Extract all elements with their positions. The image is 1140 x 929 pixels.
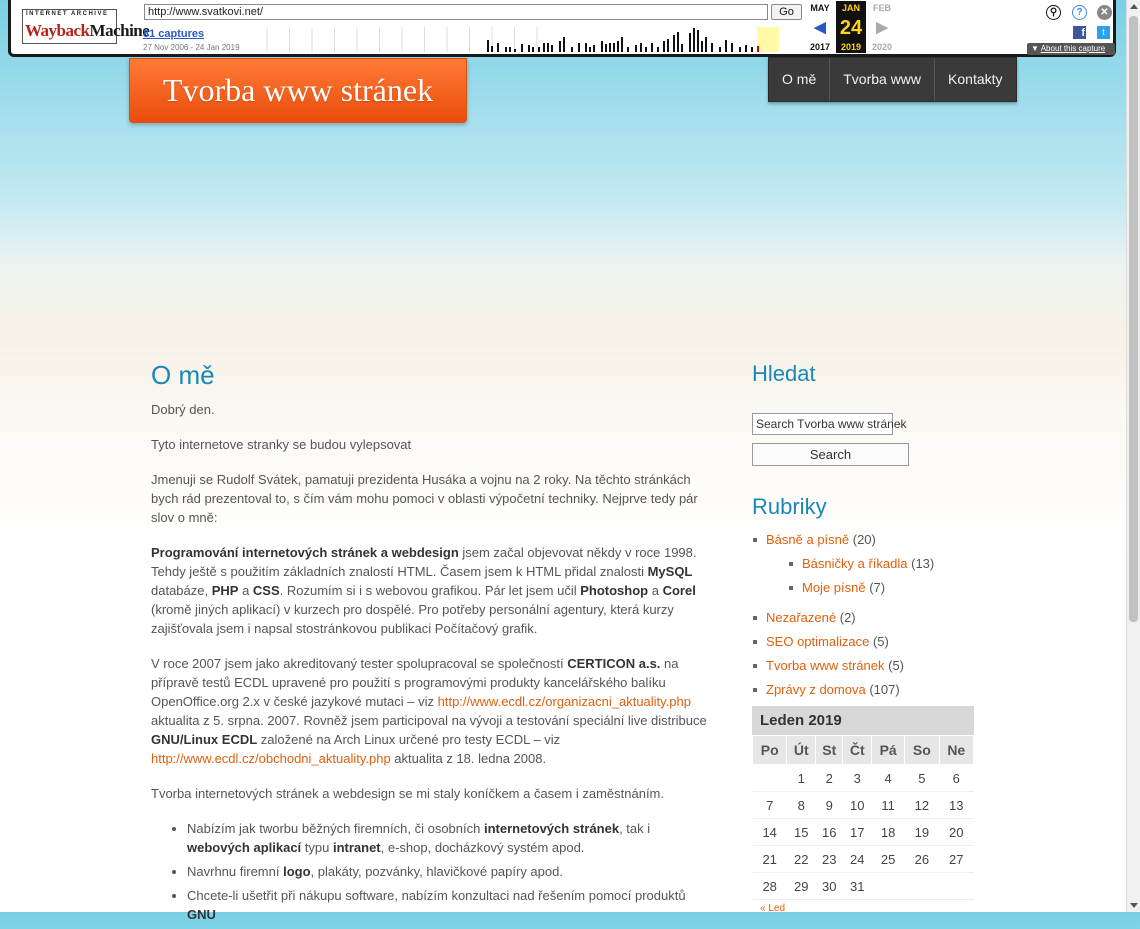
sparkline-bar (645, 47, 647, 52)
category-count: (13) (911, 556, 935, 571)
sparkline-bar (673, 35, 675, 52)
sparkline-bar (532, 47, 534, 52)
calendar (752, 706, 974, 915)
calendar-day-cell: 12 (905, 792, 939, 819)
sparkline-bar (613, 43, 615, 52)
calendar-day-header: Po (753, 736, 787, 765)
text: , plakáty, pozvánky, hlavičkové papíry apod. (310, 864, 563, 879)
wayback-prev-arrow-icon[interactable]: ◀ (814, 19, 826, 36)
wayback-logo-wordmark (25, 21, 149, 41)
sparkline-bar (571, 47, 573, 52)
paragraph-ecdl (151, 654, 711, 768)
sparkline-bar (589, 47, 591, 52)
sparkline-bar (640, 43, 642, 52)
text: aktualita z 18. ledna 2008. (390, 751, 547, 766)
calendar-day-cell: 22 (787, 846, 816, 873)
categories-heading: Rubriky (752, 494, 827, 519)
paragraph-greeting: Dobrý den. (151, 402, 215, 417)
category-item (752, 654, 992, 678)
calendar-day-cell: 4 (872, 765, 905, 792)
calendar-day-cell: 8 (787, 792, 816, 819)
category-link[interactable]: Nezařazené (766, 610, 837, 625)
calendar-day-cell: 1 (787, 765, 816, 792)
bold-text: CERTICON a.s. (567, 656, 661, 671)
text: (kromě jiných aplikací) v kurzech pro dospělé. Pro potřeby personální agentury, která kurzy zajišťovala jsem i napsal stostránkovou publikaci Počítačový grafik. (151, 602, 674, 636)
sparkline-bar (739, 47, 741, 52)
wayback-capture-range: 27 Nov 2006 - 24 Jan 2019 (143, 43, 240, 52)
text: aktualita z 5. srpna. 2007. Rovněž jsem participoval na vývoji a testování speciální live distribuce (151, 713, 707, 728)
wayback-current-day: 24 (839, 17, 863, 39)
wayback-next-year: 2020 (871, 42, 893, 52)
category-link[interactable]: Moje písně (802, 580, 866, 595)
sparkline-bar (514, 49, 516, 52)
text: Navrhnu firemní (187, 864, 284, 879)
category-item (752, 678, 992, 702)
text: Nabízím jak tworbu běžných firemních, či osobních (187, 821, 484, 836)
calendar-header-row (753, 736, 974, 765)
user-icon[interactable]: ⚲ (1046, 5, 1061, 20)
wayback-current-month: JAN (841, 3, 860, 13)
search-input[interactable]: Search Tvorba www stránek (752, 413, 893, 435)
services-list (187, 819, 711, 924)
scrollbar[interactable] (1126, 0, 1140, 912)
twitter-icon[interactable]: t (1097, 26, 1110, 39)
text: založené na Arch Linux určené pro testy ECDL – viz (257, 732, 561, 747)
sparkline-bar (751, 47, 753, 52)
sparkline-bar (701, 41, 703, 52)
sparkline-bar (593, 45, 595, 52)
bold-text: Photoshop (580, 583, 649, 598)
list-item (187, 819, 711, 857)
category-count: (107) (869, 682, 900, 697)
bold-text: logo (283, 864, 311, 879)
list-item (187, 862, 711, 881)
wayback-current-year: 2019 (840, 42, 862, 52)
sparkline-bar (601, 41, 603, 52)
sparkline-current-bar (757, 46, 759, 52)
calendar-day-cell: 16 (816, 819, 843, 846)
sparkline-bar (617, 41, 619, 52)
category-item (752, 552, 992, 576)
calendar-day-cell: 18 (872, 819, 905, 846)
wayback-toolbar (0, 0, 1124, 60)
bold-text: GNU/Linux ECDL (151, 732, 258, 747)
calendar-day-cell: 6 (939, 765, 973, 792)
wayback-captures-link[interactable]: 81 captures (143, 28, 205, 40)
list-item (187, 886, 711, 924)
category-link[interactable]: SEO optimalizace (766, 634, 870, 649)
sparkline-bar (605, 44, 607, 52)
calendar-week-row (753, 792, 974, 819)
sparkline-bar (657, 47, 659, 52)
sidebar (752, 360, 982, 697)
text: na přípravě testů ECDL upravené pro použití s programovými produkty kancelářského balíku OpenOffice.org 2.x v české jazykové mutaci – viz (151, 656, 679, 709)
calendar-day-cell: 30 (816, 873, 843, 900)
bold-text: Programování internetových stránek a webdesign (151, 545, 459, 560)
wayback-prev-month[interactable]: MAY (810, 3, 830, 13)
text: . Rozumím si i s webovou grafikou. Pár let jsem učil (279, 583, 581, 598)
sparkline-bar (681, 44, 683, 52)
category-link[interactable]: Básně a písně (766, 532, 850, 547)
calendar-day-cell: 24 (843, 846, 872, 873)
sparkline-current-year-highlight (757, 27, 779, 52)
sparkline-bar (711, 43, 713, 52)
text: jsem začal objevovat někdy v roce 1998. Tehdy ještě s použitím základních znalostí HTML. Časem jsem k HTML přidal znalosti (151, 545, 697, 579)
close-icon[interactable]: ✕ (1097, 5, 1112, 20)
sparkline-bar (745, 45, 747, 52)
calendar-table (752, 735, 974, 900)
sparkline-bar (578, 43, 580, 52)
sparkline-bar (635, 45, 637, 52)
wayback-logo-w2: Machine (89, 21, 150, 40)
category-item (752, 630, 992, 654)
calendar-day-cell (753, 765, 787, 792)
calendar-day-cell: 28 (753, 873, 787, 900)
text: , e-shop, docházkový systém apod. (380, 840, 585, 855)
sparkline-bar (689, 33, 691, 52)
bold-text: GNU (187, 907, 216, 922)
wayback-prev-year[interactable]: 2017 (809, 42, 831, 52)
paragraph-hobby: Tvorba internetových stránek a webdesign se mi staly koníčkem a časem i zaměstnáním. (151, 786, 664, 801)
wayback-next-month: FEB (873, 3, 891, 13)
main-content (151, 358, 711, 929)
calendar-day-cell: 3 (843, 765, 872, 792)
search-button[interactable]: Search (752, 443, 909, 466)
sparkline-bar (528, 45, 530, 52)
bold-text: PHP (211, 583, 239, 598)
calendar-day-cell: 20 (939, 819, 973, 846)
paragraph-intro: Jmenuji se Rudolf Svátek, pamatuji prezidenta Husáka a vojnu na 2 roky. Na těchto stránkách bych rád prezentoval to, s čím vám mohu pomoci v oblasti výpočetní techniky. Nejprve tedy pár slov o mně: (151, 472, 698, 525)
main-nav (768, 57, 1017, 102)
calendar-week-row (753, 873, 974, 900)
sparkline-bar (491, 46, 493, 52)
sparkline-bar (538, 47, 540, 52)
calendar-day-cell: 26 (905, 846, 939, 873)
calendar-day-cell: 5 (905, 765, 939, 792)
sparkline-bar (497, 43, 499, 52)
category-link[interactable]: Tvorba www stránek (766, 658, 885, 673)
category-count: (5) (888, 658, 904, 673)
calendar-day-header: St (816, 736, 843, 765)
scroll-down-icon[interactable] (1130, 903, 1138, 908)
calendar-body (753, 765, 974, 900)
category-link[interactable]: Zprávy z domova (766, 682, 866, 697)
sparkline-bar (667, 39, 669, 52)
calendar-day-cell: 7 (753, 792, 787, 819)
calendar-week-row (753, 819, 974, 846)
calendar-day-cell (905, 873, 939, 900)
scrollbar-thumb[interactable] (1129, 16, 1138, 622)
text: , tak i (619, 821, 651, 836)
sparkline-bar (487, 40, 489, 52)
calendar-day-cell: 27 (939, 846, 973, 873)
nav-item-o-me[interactable]: O mě (769, 58, 830, 101)
calendar-day-cell: 23 (816, 846, 843, 873)
calendar-day-cell: 15 (787, 819, 816, 846)
sparkline-bar (627, 47, 629, 52)
ecdl-obchodni-link[interactable]: http://www.ecdl.cz/obchodni_aktuality.php (151, 751, 391, 766)
calendar-day-header: Ne (939, 736, 973, 765)
calendar-day-cell: 25 (872, 846, 905, 873)
about-capture-button[interactable]: ▼ About this capture (1027, 43, 1115, 55)
text: typu (301, 840, 333, 855)
calendar-week-row (753, 846, 974, 873)
sparkline-bar (585, 43, 587, 52)
category-count: (7) (869, 580, 886, 595)
ecdl-organizacni-link[interactable]: http://www.ecdl.cz/organizacni_aktuality.php (437, 694, 692, 709)
calendar-day-header: Pá (872, 736, 905, 765)
calendar-day-cell: 11 (872, 792, 905, 819)
bold-text: internetových stránek (483, 821, 620, 836)
sparkline-bar (731, 43, 733, 52)
wayback-sparkline[interactable] (245, 27, 801, 52)
sparkline-bar (505, 47, 507, 52)
categories-list (752, 528, 992, 702)
sparkline-bar (719, 47, 721, 52)
text: a (648, 583, 663, 598)
about-capture-label: About this capture (1040, 44, 1106, 53)
calendar-day-cell: 19 (905, 819, 939, 846)
search-heading: Hledat (752, 361, 816, 386)
calendar-day-header: Út (787, 736, 816, 765)
sparkline-bar (563, 37, 565, 52)
wayback-next-column (866, 1, 898, 53)
wayback-prev-column (804, 1, 836, 53)
wayback-logo-w1: Wayback (25, 21, 90, 40)
text: databáze, (151, 583, 212, 598)
site-title[interactable]: Tvorba www stránek (129, 58, 467, 123)
category-count: (5) (872, 634, 889, 649)
paragraph-webdesign (151, 543, 711, 638)
bold-text: MySQL (647, 564, 693, 579)
bold-text: CSS (252, 583, 280, 598)
sparkline-bar (651, 43, 653, 52)
category-count: (20) (852, 532, 876, 547)
calendar-day-cell: 10 (843, 792, 872, 819)
sparkline-bar (543, 43, 545, 52)
calendar-day-cell (939, 873, 973, 900)
calendar-day-cell: 9 (816, 792, 843, 819)
nav-item-tvorba-www[interactable]: Tvorba www (830, 58, 935, 101)
category-count: (2) (839, 610, 856, 625)
calendar-day-cell (872, 873, 905, 900)
wayback-url-input[interactable]: http://www.svatkovi.net/ (144, 4, 768, 20)
sparkline-bar (677, 32, 679, 52)
scroll-up-icon[interactable] (1130, 4, 1138, 9)
wayback-logo-top: INTERNET ARCHIVE (26, 11, 109, 17)
sparkline-bar (559, 41, 561, 52)
sparkline-bar (725, 40, 727, 52)
page-title: O mě (151, 360, 215, 390)
calendar-day-cell: 21 (753, 846, 787, 873)
wayback-current-column (836, 1, 866, 53)
text: a (238, 583, 253, 598)
sparkline-bar (663, 41, 665, 52)
paragraph-notice: Tyto internetove stranky se budou vylepsovat (151, 437, 412, 452)
calendar-day-cell: 13 (939, 792, 973, 819)
category-item (752, 576, 992, 600)
calendar-day-cell: 31 (843, 873, 872, 900)
calendar-day-header: So (905, 736, 939, 765)
category-item (752, 606, 992, 630)
calendar-week-row (753, 765, 974, 792)
sparkline-bar (609, 43, 611, 52)
calendar-prev-link[interactable]: « Led (760, 903, 786, 914)
calendar-day-cell: 14 (753, 819, 787, 846)
sparkline-bar (621, 37, 623, 52)
sparkline-bar (509, 47, 511, 52)
bold-text: intranet (332, 840, 381, 855)
calendar-day-cell: 2 (816, 765, 843, 792)
nav-item-kontakty[interactable]: Kontakty (948, 71, 1003, 87)
calendar-caption: Leden 2019 (752, 706, 974, 735)
category-link[interactable]: Básničky a říkadla (802, 556, 908, 571)
sparkline-bar (697, 30, 699, 52)
category-item (752, 528, 992, 552)
facebook-icon[interactable]: f (1073, 26, 1086, 39)
wayback-next-arrow-icon: ▶ (876, 19, 888, 36)
wayback-go-button[interactable]: Go (771, 4, 802, 20)
bold-text: webových aplikací (187, 840, 302, 855)
help-icon[interactable]: ? (1072, 5, 1087, 20)
calendar-day-header: Čt (843, 736, 872, 765)
wayback-logo[interactable] (22, 9, 150, 44)
sparkline-bar (705, 37, 707, 52)
sparkline-bar (693, 28, 695, 52)
sparkline-bar (547, 43, 549, 52)
sparkline-bar (551, 45, 553, 52)
calendar-day-cell: 17 (843, 819, 872, 846)
text: Chcete-li ušetřit při nákupu software, nabízím konzultaci nad řešením pomocí produktů (187, 888, 686, 903)
text: V roce 2007 jsem jako akreditovaný tester spolupracoval se společností (151, 656, 568, 671)
calendar-day-cell: 29 (787, 873, 816, 900)
sparkline-bar (521, 44, 523, 52)
bold-text: Corel (662, 583, 696, 598)
